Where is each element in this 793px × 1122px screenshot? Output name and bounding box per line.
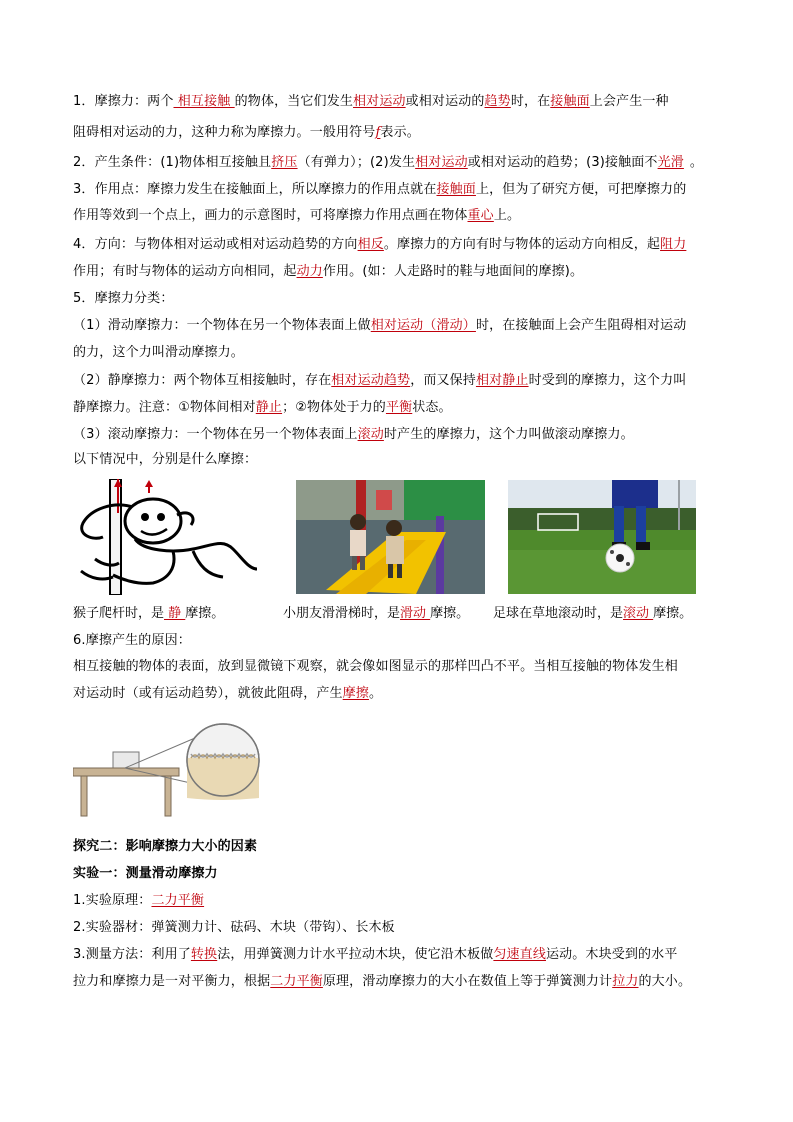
answer-blank: 平衡: [385, 400, 413, 415]
text: 静摩擦力。注意：①物体间相对: [73, 400, 256, 415]
text: 时产生的摩擦力，这个力叫做滚动摩擦力。: [383, 427, 634, 442]
action-point-line-1: [73, 182, 686, 198]
text: 摩擦。: [653, 606, 693, 621]
direction-line-1: [73, 237, 686, 253]
classification-heading: [73, 291, 173, 307]
slide-drawing: [296, 480, 485, 594]
text: 。: [368, 686, 383, 701]
sliding-friction-line-1: [73, 318, 686, 334]
answer-blank: 转换: [190, 947, 218, 962]
text: ，而又保持: [410, 373, 476, 388]
direction-line-2: [73, 264, 583, 280]
def-line-2: [73, 125, 420, 141]
method-line-2: [73, 974, 691, 990]
text: 2.实验器材：弹簧测力计、砝码、木块（带钩）、长木板: [73, 920, 395, 935]
answer-blank: 滑动: [400, 606, 431, 621]
text: 。摩擦力的方向有时与物体的运动方向相反，起: [383, 237, 661, 252]
answer-blank: 相对运动趋势: [331, 373, 411, 388]
answer-blank: 接触面: [436, 182, 476, 197]
text: 时，在接触面上会产生阻碍相对运动: [475, 318, 687, 333]
text: 摩擦。: [185, 606, 225, 621]
section-heading: [73, 839, 257, 855]
text: 作用；有时与物体的运动方向相同，起: [73, 264, 297, 279]
text: 或相对运动的: [405, 94, 485, 109]
text: 时，在: [510, 94, 551, 109]
slide-photo: [296, 480, 485, 594]
equipment-line: [73, 920, 395, 936]
microscope-diagram: [73, 722, 263, 820]
text: 4．方向：与物体相对运动或相对运动趋势的方向: [73, 237, 358, 252]
text: 上。: [493, 208, 521, 223]
monkey-climbing-image: [73, 479, 261, 595]
soccer-caption: [493, 606, 692, 622]
text: （有弹力）；(2)发生: [297, 155, 416, 170]
method-line-1: [73, 947, 678, 963]
slide-caption: [283, 606, 469, 622]
text: 作用。(如：人走路时的鞋与地面间的摩擦)。: [322, 264, 584, 279]
experiment-heading: [73, 866, 218, 882]
text: 3．作用点：摩擦力发生在接触面上，所以摩擦力的作用点就在: [73, 182, 437, 197]
answer-blank: 匀速直线: [493, 947, 546, 962]
text: 1．摩擦力：两个: [73, 94, 174, 109]
soccer-drawing: [508, 480, 696, 594]
text: （1）滑动摩擦力：一个物体在另一个物体表面上做: [73, 318, 371, 333]
text: 探究二：影响摩擦力大小的因素: [73, 839, 258, 854]
text: 作用等效到一个点上，画力的示意图时，可将摩擦力作用点画在物体: [73, 208, 468, 223]
answer-blank: 挤压: [271, 155, 298, 170]
answer-blank: 相对运动（滑动）: [370, 318, 476, 333]
def-line-1: [73, 94, 669, 110]
answer-blank: 相反: [357, 237, 384, 252]
text: 实验一：测量滑动摩擦力: [73, 866, 218, 881]
text: 足球在草地滚动时，是: [493, 606, 624, 621]
text: 。: [689, 155, 704, 170]
text: 上，但为了研究方便，可把摩擦力的: [475, 182, 687, 197]
answer-blank: 阻力: [660, 237, 687, 252]
text: 原理，滑动摩擦力的大小在数值上等于弹簧测力计: [322, 974, 613, 989]
text: 6.摩擦产生的原因：: [73, 633, 191, 648]
answer-blank: 相对运动: [353, 94, 406, 109]
text: （2）静摩擦力：两个物体互相接触时，存在: [73, 373, 332, 388]
text: 小朋友滑滑梯时，是: [283, 606, 401, 621]
answer-blank: 静止: [255, 400, 283, 415]
answer-blank: 重心: [467, 208, 494, 223]
static-friction-line-1: [73, 373, 686, 389]
text: 的力，这个力叫滑动摩擦力。: [73, 345, 244, 360]
text: 5．摩擦力分类：: [73, 291, 174, 306]
answer-blank: f: [375, 125, 381, 140]
answer-blank: 光滑: [657, 155, 684, 170]
text: 3.测量方法：利用了: [73, 947, 191, 962]
text: 猴子爬杆时，是: [73, 606, 165, 621]
static-friction-line-2: [73, 400, 452, 416]
answer-blank: 动力: [296, 264, 323, 279]
answer-blank: 二力平衡: [151, 893, 205, 908]
answer-blank: 趋势: [484, 94, 511, 109]
text: 对运动时（或有运动趋势），就彼此阻碍，产生: [73, 686, 343, 701]
answer-blank: 滚动: [357, 427, 384, 442]
text: 上会产生一种: [589, 94, 669, 109]
answer-blank: 相对运动: [415, 155, 468, 170]
text: ；②物体处于力的: [282, 400, 386, 415]
text: 拉力和摩擦力是一对平衡力，根据: [73, 974, 271, 989]
answer-blank: 滚动: [623, 606, 654, 621]
monkey-caption: [73, 606, 224, 622]
text: 时受到的摩擦力，这个力叫: [528, 373, 687, 388]
text: 阻碍相对运动的力，这种力称为摩擦力。一般用符号: [73, 125, 376, 140]
condition-line: [73, 155, 703, 171]
text: 1.实验原理：: [73, 893, 152, 908]
text: 法，用弹簧测力计水平拉动木块，使它沿木板做: [217, 947, 494, 962]
answer-blank: 摩擦: [342, 686, 369, 701]
answer-blank: 接触面: [550, 94, 590, 109]
principle-line: [73, 893, 204, 909]
text: 的物体，当它们发生: [234, 94, 354, 109]
cause-heading: [73, 633, 191, 649]
table-magnifier-drawing: [73, 722, 263, 820]
text: 摩擦。: [430, 606, 470, 621]
text: 相互接触的物体的表面，放到显微镜下观察，就会像如图显示的那样凹凸不平。当相互接触的物体发生相: [73, 659, 678, 674]
text: 2．产生条件：(1)物体相互接触且: [73, 155, 272, 170]
text: （3）滚动摩擦力：一个物体在另一个物体表面上: [73, 427, 358, 442]
answer-blank: 静: [164, 606, 186, 621]
text: 以下情况中，分别是什么摩擦：: [73, 452, 258, 467]
text: 或相对运动的趋势；(3)接触面不: [467, 155, 658, 170]
answer-blank: 相对静止: [475, 373, 529, 388]
rolling-friction-line: [73, 427, 634, 443]
monkey-drawing: [73, 479, 261, 595]
text: 运动。木块受到的水平: [545, 947, 678, 962]
cause-line-1: [73, 659, 678, 675]
action-point-line-2: [73, 208, 520, 224]
answer-blank: 二力平衡: [270, 974, 323, 989]
answer-blank: 相互接触: [173, 94, 235, 109]
text: 状态。: [412, 400, 452, 415]
soccer-photo: [508, 480, 696, 594]
sliding-friction-line-2: [73, 345, 244, 361]
answer-blank: 拉力: [612, 974, 639, 989]
text: 的大小。: [638, 974, 692, 989]
cause-line-2: [73, 686, 382, 702]
text: 表示。: [380, 125, 420, 140]
question-intro: [73, 452, 257, 468]
